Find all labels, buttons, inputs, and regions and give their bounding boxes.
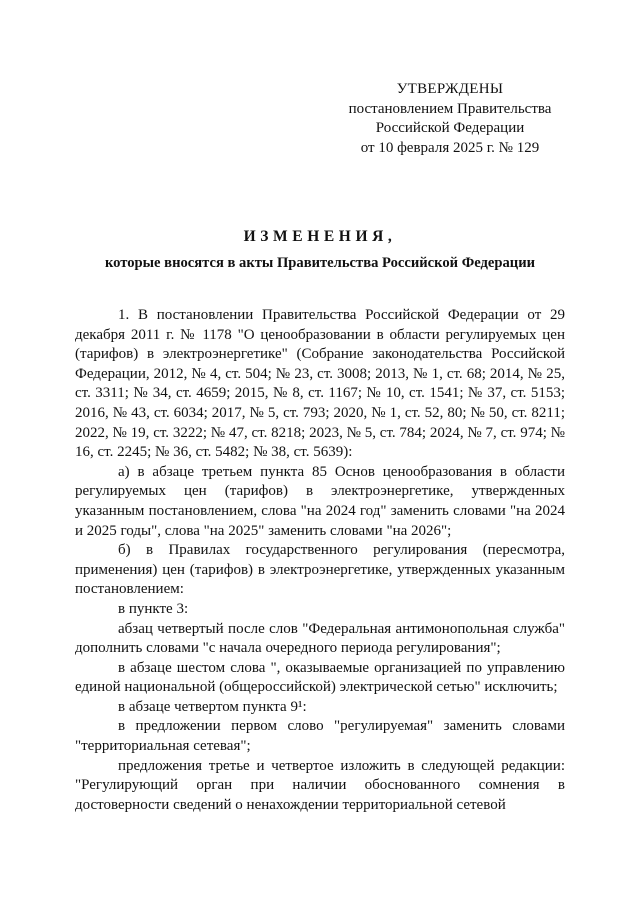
paragraph-point-9-1: в абзаце четвертом пункта 9¹:: [118, 698, 307, 715]
paragraph: абзац четвертый после слов "Федеральная антимонопольная служба" дополнить словами "с начала очередного периода регулирования";: [75, 620, 565, 657]
approval-stamp: [330, 80, 570, 158]
document-body: [75, 306, 565, 815]
document-subtitle: которые вносятся в акты Правительства Российской Федерации: [104, 255, 536, 271]
approval-line: Российской Федерации: [375, 120, 525, 136]
approval-line: от 10 февраля 2025 г. № 129: [360, 139, 540, 156]
paragraph-point-3: в пункте 3:: [118, 600, 189, 617]
paragraph-subitem-a: а) в абзаце третьем пункта 85 Основ ценообразования в области регулируемых цен (тарифов) в электроэнергетике, утвержденных указанным постановлением, слова "на 2024 год" заменить словами "на 2024 и 2025 годы", слова "на 2025" заменить словами "на 2026";: [75, 463, 565, 539]
paragraph: предложения третье и четвертое изложить в следующей редакции: "Регулирующий орган при наличии обоснованного сомнения в достоверности сведений о ненахождении территориальной сетевой: [75, 757, 565, 813]
approval-title: УТВЕРЖДЕНЫ: [396, 81, 504, 97]
paragraph: в абзаце шестом слова ", оказываемые организацией по управлению единой национальной (общероссийской) электрической сетью" исключить;: [75, 659, 565, 696]
paragraph-item-1: 1. В постановлении Правительства Российской Федерации от 29 декабря 2011 г. № 1178 "О ценообразовании в области регулируемых цен (тарифов) в электроэнергетике" (Собрание законодательства Российской Федерации, 2012, № 4, ст. 504; № 23, ст. 3008; 2013, № 1, ст. 68; 2014, № 25, ст. 3311; № 34, ст. 4659; 2015, № 8, ст. 1167; № 10, ст. 1541; № 37, ст. 5153; 2016, № 43, ст. 6034; 2017, № 5, ст. 793; 2020, № 1, ст. 52, 80; № 50, ст. 8211; 2022, № 19, ст. 3222; № 47, ст. 8218; 2023, № 5, ст. 784; 2024, № 7, ст. 974; № 16, ст. 2245; № 36, ст. 5482; № 38, ст. 5639):: [75, 307, 565, 461]
paragraph-subitem-b: б) в Правилах государственного регулирования (пересмотра, применения) цен (тарифов) в электроэнергетике, утвержденных указанным постановлением:: [75, 542, 565, 598]
paragraph: в предложении первом слово "регулируемая" заменить словами "территориальная сетевая";: [75, 718, 565, 755]
approval-line: постановлением Правительства: [348, 100, 552, 117]
document-title: ИЗМЕНЕНИЯ,: [243, 228, 397, 245]
